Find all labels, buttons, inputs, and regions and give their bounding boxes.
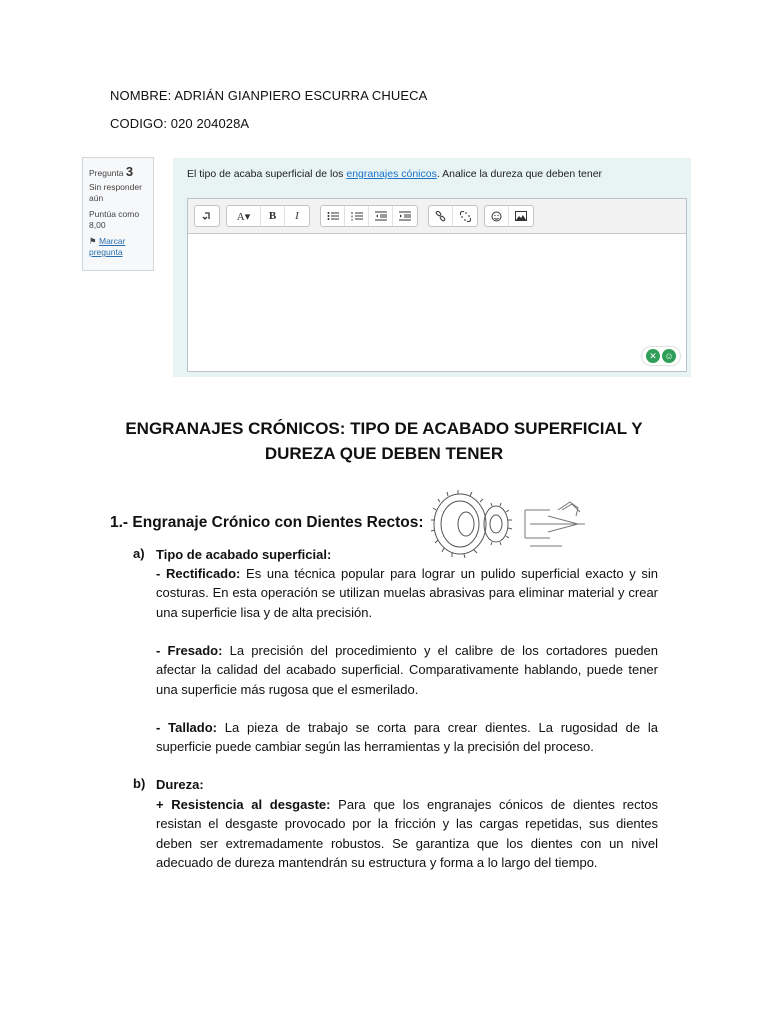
student-name: NOMBRE: ADRIÁN GIANPIERO ESCURRA CHUECA [110, 88, 428, 103]
outdent-icon[interactable] [369, 206, 393, 226]
document-title: ENGRANAJES CRÓNICOS: TIPO DE ACABADO SUPERFICIAL Y DUREZA QUE DEBEN TENER [125, 419, 643, 463]
flag-icon: ⚑ [89, 236, 97, 246]
toolbar-group-media [484, 205, 534, 227]
bold-icon[interactable]: B [261, 206, 285, 226]
section-heading: 1.- Engranaje Crónico con Dientes Rectos: [110, 514, 424, 531]
screen-reader-helper-icon[interactable]: ☺ [662, 349, 676, 363]
question-status: Sin responder aún [89, 182, 142, 203]
numbered-list-icon[interactable] [345, 206, 369, 226]
editor-toolbar [188, 199, 686, 234]
question-info-box [82, 157, 154, 271]
indent-icon[interactable] [393, 206, 417, 226]
link-icon[interactable] [429, 206, 453, 226]
font-color-icon[interactable]: A▾ [227, 206, 261, 226]
tallado-paragraph [156, 718, 658, 757]
subsection-a-title: Tipo de acabado superficial: [156, 547, 332, 562]
toolbar-group-history [194, 205, 220, 227]
tallado-label: - Tallado: [156, 720, 217, 735]
student-code: CODIGO: 020 204028A [110, 116, 250, 131]
tallado-text: La pieza de trabajo se corta para crear dientes. La rugosidad de la superficie puede cambiar según las herramientas y la precisión del proceso. [156, 720, 659, 755]
rectificado-text: Es una técnica popular para lograr un pulido superficial exacto y sin costuras. En esta operación se utilizan muelas abrasivas para eliminar material y crear una superficie lisa y de alta precisión. [156, 566, 658, 620]
flag-question-link[interactable]: Marcar pregunta [89, 236, 126, 257]
subsection-b-title: Dureza: [156, 777, 204, 792]
toolbar-group-format [226, 205, 310, 227]
bullet-list-icon[interactable] [321, 206, 345, 226]
emoji-icon[interactable] [485, 206, 509, 226]
editor-corner-icons [642, 347, 680, 365]
image-icon[interactable] [509, 206, 533, 226]
question-panel [173, 158, 691, 377]
rectificado-paragraph [156, 564, 658, 622]
rectificado-label: - Rectificado: [156, 566, 241, 581]
undo-icon[interactable] [195, 206, 219, 226]
resistencia-label: + Resistencia al desgaste: [156, 797, 331, 812]
question-text-start: El tipo de acaba superficial de los [187, 168, 347, 180]
question-link[interactable]: engranajes cónicos [346, 168, 437, 180]
fresado-text: La precisión del procedimiento y el calibre de los cortadores pueden afectar la calidad del acabado superficial. Comparativamente hablando, puede tener una superficie más rugosa que el esmerilado. [156, 643, 658, 697]
italic-icon[interactable]: I [295, 210, 299, 222]
fresado-paragraph [156, 641, 658, 699]
answer-editor[interactable] [187, 198, 687, 372]
accessibility-checker-icon[interactable]: ✕ [646, 349, 660, 363]
question-score: Puntúa como 8,00 [89, 209, 140, 230]
question-text [187, 168, 602, 180]
toolbar-group-links [428, 205, 478, 227]
question-label: Pregunta [89, 168, 124, 178]
question-text-end: . Analice la dureza que deben tener [436, 168, 603, 180]
toolbar-group-lists [320, 205, 418, 227]
unlink-icon[interactable] [453, 206, 477, 226]
question-number: 3 [125, 164, 134, 179]
resistencia-paragraph [156, 795, 658, 872]
list-marker-a: a) [133, 546, 145, 561]
resistencia-text: Para que los engranajes cónicos de dientes rectos resistan el desgaste provocado por la fricción y las cargas repetidas, sus dientes deben ser extremadamente robustos. Se garantiza que los dientes con un nivel adecuado de dureza mantendrán su estructura y forma a lo largo del tiempo. [156, 797, 658, 870]
list-marker-b: b) [133, 776, 146, 791]
fresado-label: - Fresado: [156, 643, 223, 658]
